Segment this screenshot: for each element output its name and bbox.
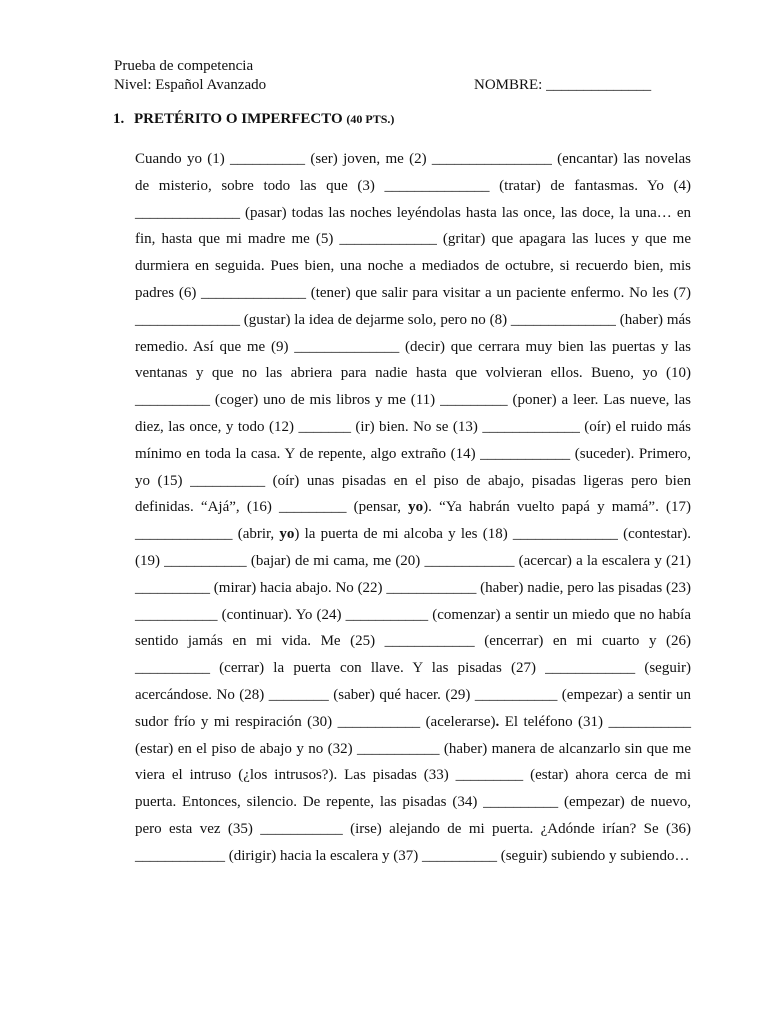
name-field: NOMBRE: ______________ (474, 77, 652, 93)
level-label: Nivel: Español Avanzado (114, 77, 267, 93)
test-title: Prueba de competencia (114, 58, 254, 74)
bold-pronoun-2: yo (279, 526, 295, 543)
section-title: PRETÉRITO O IMPERFECTO (134, 111, 343, 127)
section-heading (113, 111, 394, 128)
paragraph-text-1: Cuando yo (1) __________ (ser) joven, me (2) ________________ (encantar) las novelas de misterio, sobre todo las que (3) ______________ (tratar) de fantasmas. Yo (4) ______________ (pasar) todas las noches leyéndolas hasta las once, las doce, la una… en fin, hasta que mi madre me (5) _____________ (gritar) que apagara las luces y que me durmiera en seguida. Pues bien, una noche a mediados de octubre, si recuerdo bien, mis padres (6) ______________ (tener) que salir para visitar a un paciente enfermo. No les (7) ______________ (gustar) la idea de dejarme solo, pero no (8) ______________ (haber) más remedio. Así que me (9) ______________ (decir) que cerrara muy bien las puertas y las ventanas y que no las abriera para nadie hasta que volvieran ellos. Bueno, yo (10) __________ (coger) uno de mis libros y me (11) _________ (poner) a leer. Las nueve, las diez, las once, y todo (12) _______ (ir) bien. No se (13) _____________ (oír) el ruido más mínimo en toda la casa. Y de repente, algo extraño (14) ____________ (suceder). Primero, yo (15) __________ (oír) unas pisadas en el piso de abajo, pisadas ligeras pero bien definidas. “Ajá”, (16) _________ (pensar, (135, 151, 691, 516)
section-number: 1. (113, 111, 125, 127)
section-points: (40 PTS.) (346, 112, 395, 126)
paragraph-text-2: ). “Ya habrán vuelto papá y mamá”. (17) _____________ (abrir, (135, 499, 691, 543)
bold-pronoun-1: yo (408, 499, 424, 516)
bold-period: . (495, 713, 500, 730)
exercise-paragraph (135, 146, 691, 870)
paragraph-text-3: ) la puerta de mi alcoba y les (18) ______________ (contestar). (19) ___________ (bajar) de mi cama, me (20) ____________ (acercar) a la escalera y (21) __________ (mirar) hacia abajo. No (22) ____________ (haber) nadie, pero las pisadas (23) ___________ (continuar). Yo (24) ___________ (comenzar) a sentir un miedo que no había sentido jamás en mi vida. Me (25) ____________ (encerrar) en mi cuarto y (26) __________ (cerrar) la puerta con llave. Y las pisadas (27) ____________ (seguir) acercándose. No (28) ________ (saber) qué hacer. (29) ___________ (empezar) a sentir un sudor frío y mi respiración (30) ___________ (acelerarse) (135, 526, 691, 730)
paragraph-text-4: El teléfono (31) ___________ (estar) en el piso de abajo y no (32) ___________ (haber) manera de alcanzarlo sin que me viera el intruso (¿los intrusos?). Las pisadas (33) _________ (estar) ahora cerca de mi puerta. Entonces, silencio. De repente, las pisadas (34) __________ (empezar) de nuevo, pero esta vez (35) ___________ (irse) alejando de mi puerta. ¿Adónde irían? Se (36) ____________ (dirigir) hacia la escalera y (37) __________ (seguir) subiendo y subiendo… (135, 713, 691, 864)
